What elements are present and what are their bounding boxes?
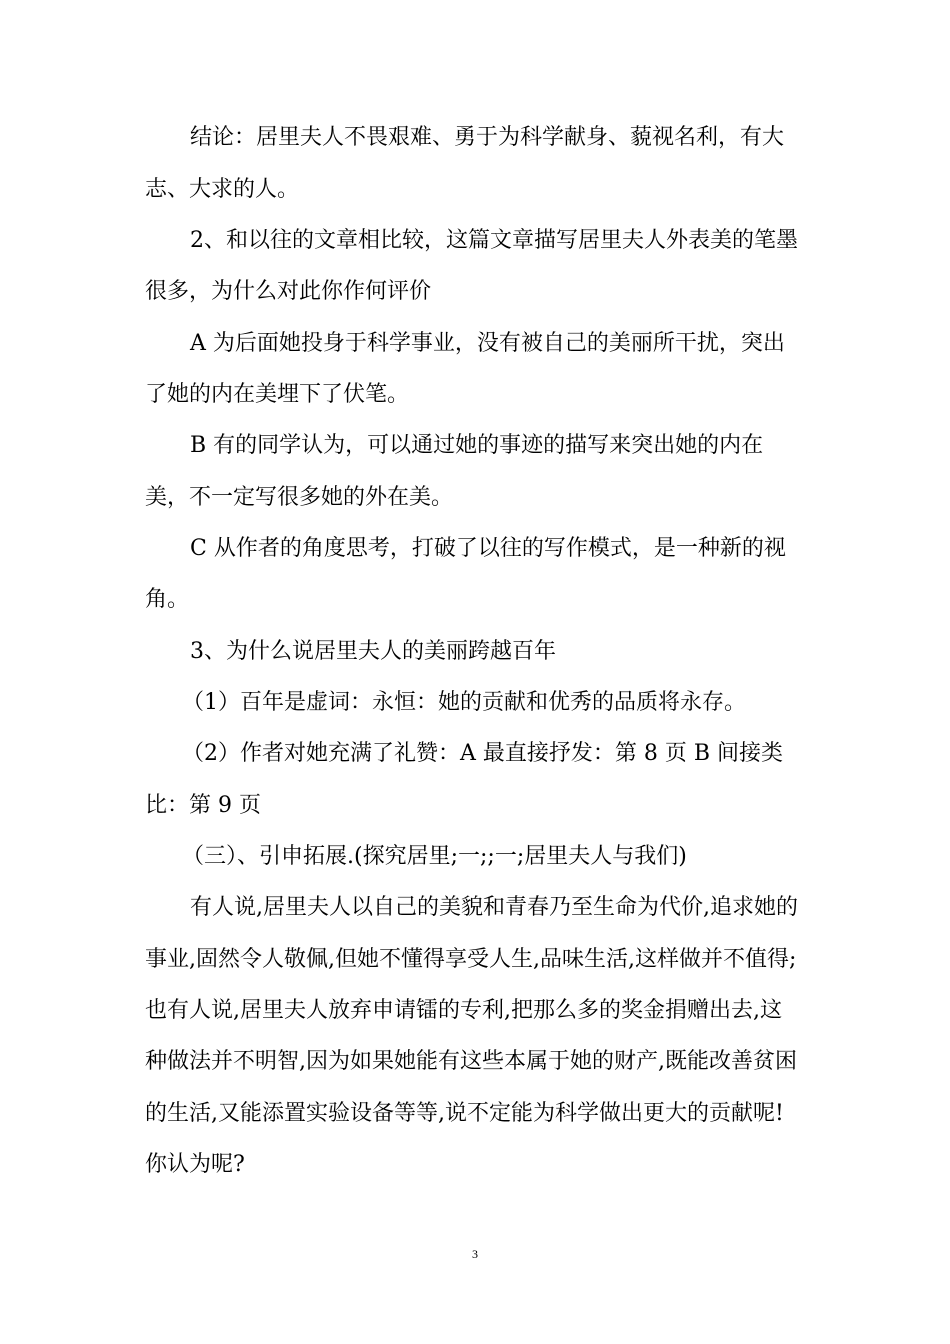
text-line: A 为后面她投身于科学事业，没有被自己的美丽所干扰，突出 — [190, 331, 785, 356]
text-line: 角。 — [145, 587, 190, 612]
text-line: 美，不一定写很多她的外在美。 — [145, 485, 454, 510]
text-line: 也有人说,居里夫人放弃申请镭的专利,把那么多的奖金捐赠出去,这 — [145, 998, 782, 1023]
text-line: （1）百年是虚词：永恒：她的贡献和优秀的品质将永存。 — [182, 690, 746, 715]
text-line: 比：第 9 页 — [145, 793, 261, 818]
text-line: C 从作者的角度思考，打破了以往的写作模式，是一种新的视 — [190, 536, 786, 561]
text-line: 的生活,又能添置实验设备等等,说不定能为科学做出更大的贡献呢! — [145, 1101, 784, 1126]
text-line: （2）作者对她充满了礼赞：A 最直接抒发：第 8 页 B 间接类 — [182, 741, 784, 766]
text-line: 2、和以往的文章相比较，这篇文章描写居里夫人外表美的笔墨 — [190, 228, 798, 253]
text-line: 有人说,居里夫人以自己的美貌和青春乃至生命为代价,追求她的 — [190, 895, 798, 920]
text-line: 志、大求的人。 — [145, 177, 300, 202]
text-line: 了她的内在美埋下了伏笔。 — [145, 382, 410, 407]
text-line: 结论：居里夫人不畏艰难、勇于为科学献身、藐视名利，有大 — [190, 125, 785, 150]
text-line: 你认为呢? — [145, 1152, 245, 1177]
text-line: 3、为什么说居里夫人的美丽跨越百年 — [190, 639, 556, 664]
text-line: 很多，为什么对此你作何评价 — [145, 279, 432, 304]
text-line: 种做法并不明智,因为如果她能有这些本属于她的财产,既能改善贫困 — [145, 1049, 797, 1074]
text-line: 事业,固然令人敬佩,但她不懂得享受人生,品味生活,这样做并不值得; — [145, 947, 797, 972]
text-line: B 有的同学认为，可以通过她的事迹的描写来突出她的内在 — [190, 433, 764, 458]
page-number: 3 — [472, 1247, 478, 1261]
text-line: （三）、引申拓展.(探究居里;一;;一;居里夫人与我们) — [182, 844, 687, 869]
